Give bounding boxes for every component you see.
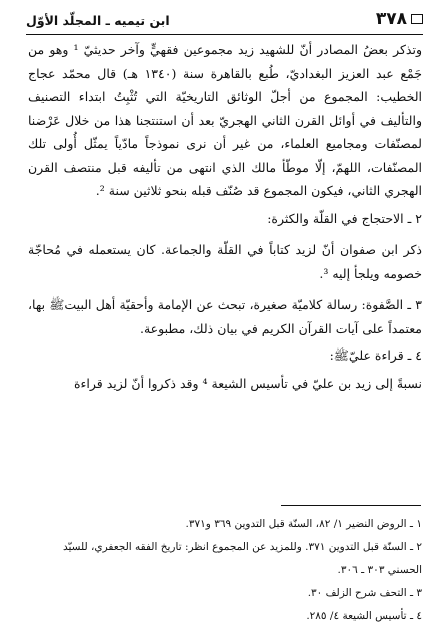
paragraph-collections: وتذكر بعضُ المصادر أنّ للشهيد زيد مجموعين فقهيٍّ وآخر حديثيّ ¹ وهو من جَمْع عبد العزيز البغداديّ، طُبع بالقاهرة سنة (١٣٤٠ هـ) قال محمّد عجاج الخطيب: المجموع من أجلّ الوثائق التاريخيّة التي تُثْبِتُ ابتداء التصنيف والتأليف في أوائل القرن الثاني الهجريّ بعد أن استنتجنا هذا من خلال عَرْضنا لمصنّفات ومجاميع العلماء، من غير أن نرى نموذجاً مادّياً يمثّل أُولى تلك المصنّفات، اللهمّ، إلّا موطّأ مالك الذي انتهى من تأليفه قبل منتصف القرن الهجري الثاني، فيكون المجموع قد صُنّف قبله بنحو ثلاثين سنة ².: [28, 42, 422, 198]
page-number: [376, 9, 423, 29]
footnote-divider: [281, 505, 421, 506]
main-text: [28, 38, 422, 395]
footnotes: [28, 513, 422, 628]
footnote-1: ١ ـ الروض النضير ١/ ٨٢، السنّة قبل التدوين ٣٦٩ و٣٧١.: [185, 518, 422, 530]
paragraph-reading: نسبةً إلى زيد بن عليّ في تأسيس الشيعة ⁴ وقد ذكروا أنّ لزيد قراءة: [73, 375, 422, 391]
page-number-text: ٣٧٨: [375, 9, 407, 29]
paragraph-argument-book: ذكر ابن صفوان أنّ لزيد كتاباً في القلّة والجماعة. كان يستعمله في مُحاجّة خصومه ويلجأ إليه ³.: [28, 242, 422, 281]
square-ornament-icon: [411, 14, 423, 24]
paragraph-safwa: ٣ ـ الصَّفوة: رسالة كلاميّة صغيرة، تبحث عن الإمامة وأحقيّة أهل البيتﷺ بها، معتمداً على آيات القرآن الكريم في بيان ذلك، مطبوعة.: [28, 297, 422, 336]
footnote-3: ٣ ـ التحف شرح الزلف ٣٠.: [307, 587, 422, 599]
page-header: [26, 8, 423, 35]
section-heading-4: ٤ ـ قراءة عليّﷺ:: [329, 348, 422, 363]
running-head: ابن تيميه ـ المجلّد الأوّل: [26, 13, 170, 28]
footnote-2: ٢ ـ السنّة قبل التدوين ٣٧١. وللمزيد عن المجموع انظر: تاريخ الفقه الجعفري، للسيّد الحسني ٣٠٣ ـ ٣٠٦.: [62, 541, 422, 576]
section-heading-2: ٢ ـ الاحتجاج في القلّة والكثرة:: [267, 210, 422, 226]
footnote-4: ٤ ـ تأسيس الشيعة ٤/ ٢٨٥.: [306, 610, 422, 622]
